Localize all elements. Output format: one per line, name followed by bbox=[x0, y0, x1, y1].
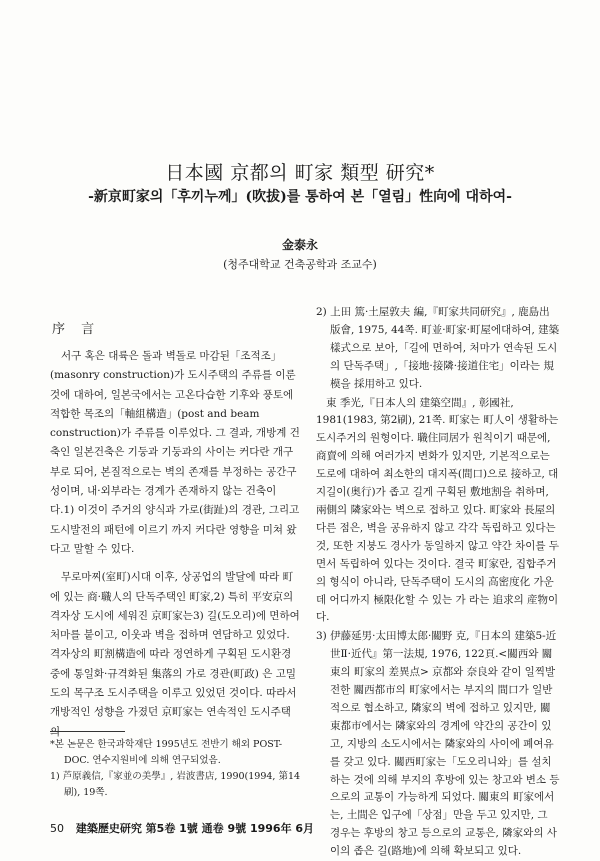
footnote: 2) 上田 篤·土屋敦夫 編,『町家共同研究』, 鹿島出版會, 1975, 44쪽. 町並·町家·町屋에대하여, 建築樣式으로 보아,「길에 면하여, 처마가 연속된 도시의 단독주택」,「接地·接隣·接道住宅」이라는 規模을 採用하고 있다. bbox=[316, 306, 560, 390]
author-name: 金泰永 bbox=[281, 238, 318, 252]
body-paragraph: 서구 혹은 대륙은 돌과 벽돌로 마감된「조적조」(masonry construction)가 도시주택의 주류를 이룬 것에 대하여, 일본국에서는 고온다습한 기후와 풍토에 적합한 목조의「軸組構造」(post and beam construction)가 주류를 이루었다. 그 결과, 개방계 건축인 일본건축은 기둥과 기둥과의 사이는 커다란 개구부로 되어, 본질적으로는 벽의 존재를 부정하는 공간구성이며, 내·외부라는 경계가 존재하지 않는 건축이다.1) 이것이 주거의 양식과 가로(街趾)의 경관, 그리고 도시발전의 패턴에 이르기 까지 커다란 영향을 미쳐 왔다고 말할 수 있다. bbox=[50, 350, 300, 555]
journal-citation: 建築歷史研究 第5卷 1號 通卷 9號 1996年 6月 bbox=[75, 822, 315, 835]
footnote: 3) 伊藤延男·太田博太郎·關野 克,『日本의 建築5-近世Ⅱ·近代』第一法規, 1976, 122頁.<關西와 關東의 町家의 差異点> 京都와 奈良와 같이 일찍발전한 關西都市의 町家에서는 부지의 間口가 일반적으로 협소하고, 隣家의 벽에 접하고 있지만, 關東都市에서는 隣家와의 경계에 약간의 공간이 있고, 지방의 소도시에서는 隣家와의 사이에 폐여유를 갖고 있다. 關西町家는「도오리니와」를 설치하는 것에 의해 부지의 후방에 있는 창고와 변소 등으로의 교통이 가능하게 되었다. 關東의 町家에서는, 土間은 입구에「상점」만을 두고 있지만, 그 경우는 후방의 창고 등으로의 교통은, 隣家와의 사이의 좁은 길(路地)에 의해 확보되고 있다. bbox=[316, 630, 560, 858]
footnote: 1) 芦原義信,『家並の美學』, 岩波書店, 1990(1994, 第14刷), 19쪽. bbox=[50, 771, 301, 798]
left-footnotes bbox=[50, 737, 305, 801]
footnote-divider bbox=[50, 731, 125, 732]
page-footer bbox=[50, 820, 314, 836]
paper-subtitle: -新京町家의「후끼누께」(吹拔)를 통하여 본「열림」性向에 대하여- bbox=[88, 189, 512, 205]
page-number: 50 bbox=[50, 822, 64, 835]
reference-entry: 東 季光,『日本人의 建築空間』, 彰國社, 1981(1983, 第2刷), 21쪽. 町家는 町人이 생활하는 도시주거의 원형이다. 職住同居가 원칙이기 때문에, 商賣에 의해 여러가지 변화가 있지만, 기본적으로는 도로에 대하여 최소한의 대지폭(間口)으로 接하고, 대지길이(奥行)가 좁고 길게 구획된 敷地割을 취하며, 兩側의 隣家와는 벽으로 접하고 있다. 町家와 長屋의 다른 점은, 벽을 공유하지 않고 각각 독립하고 있다는 것, 또한 지붕도 경사가 동일하지 않고 약간 차이를 두면서 독립하여 있다는 것이다. 결국 町家란, 집합주거의 형식이 아니라, 단독주택이 도시의 高密度化 가운데 어디까지 極限化할 수 있는 가 라는 追求의 産物이다. bbox=[316, 396, 560, 624]
body-paragraph: 무로마찌(室町)시대 이후, 상공업의 발달에 따라 町에 있는 商·職人의 단독주택인 町家,2) 특히 平安京의 격자상 도시에 세워진 京町家는3) 길(도오리)에 면하여 처마를 붙이고, 이웃과 벽을 접하며 연담하고 있었다. 격자상의 町割構造에 따라 정연하게 구획된 도시환경 중에 통일화·규격화된 集落의 가로 경관(町政) 은 고밀도의 목구조 도시주택을 이루고 있었던 것이다. 따라서 개방적인 성향을 가졌던 京町家는 연속적인 도시주택의 bbox=[50, 571, 300, 738]
left-column bbox=[50, 347, 300, 751]
right-column-notes bbox=[316, 304, 560, 861]
paper-title: 日本國 京都의 町家 類型 研究* bbox=[165, 162, 435, 184]
footnote: *본 논문은 한국과학재단 1995년도 전반기 해외 POST-DOC. 연수지원비에 의해 연구되었음. bbox=[50, 739, 283, 766]
author-affiliation: (청주대학교 건축공학과 조교수) bbox=[223, 258, 377, 271]
section-heading: 序 言 bbox=[52, 322, 101, 337]
